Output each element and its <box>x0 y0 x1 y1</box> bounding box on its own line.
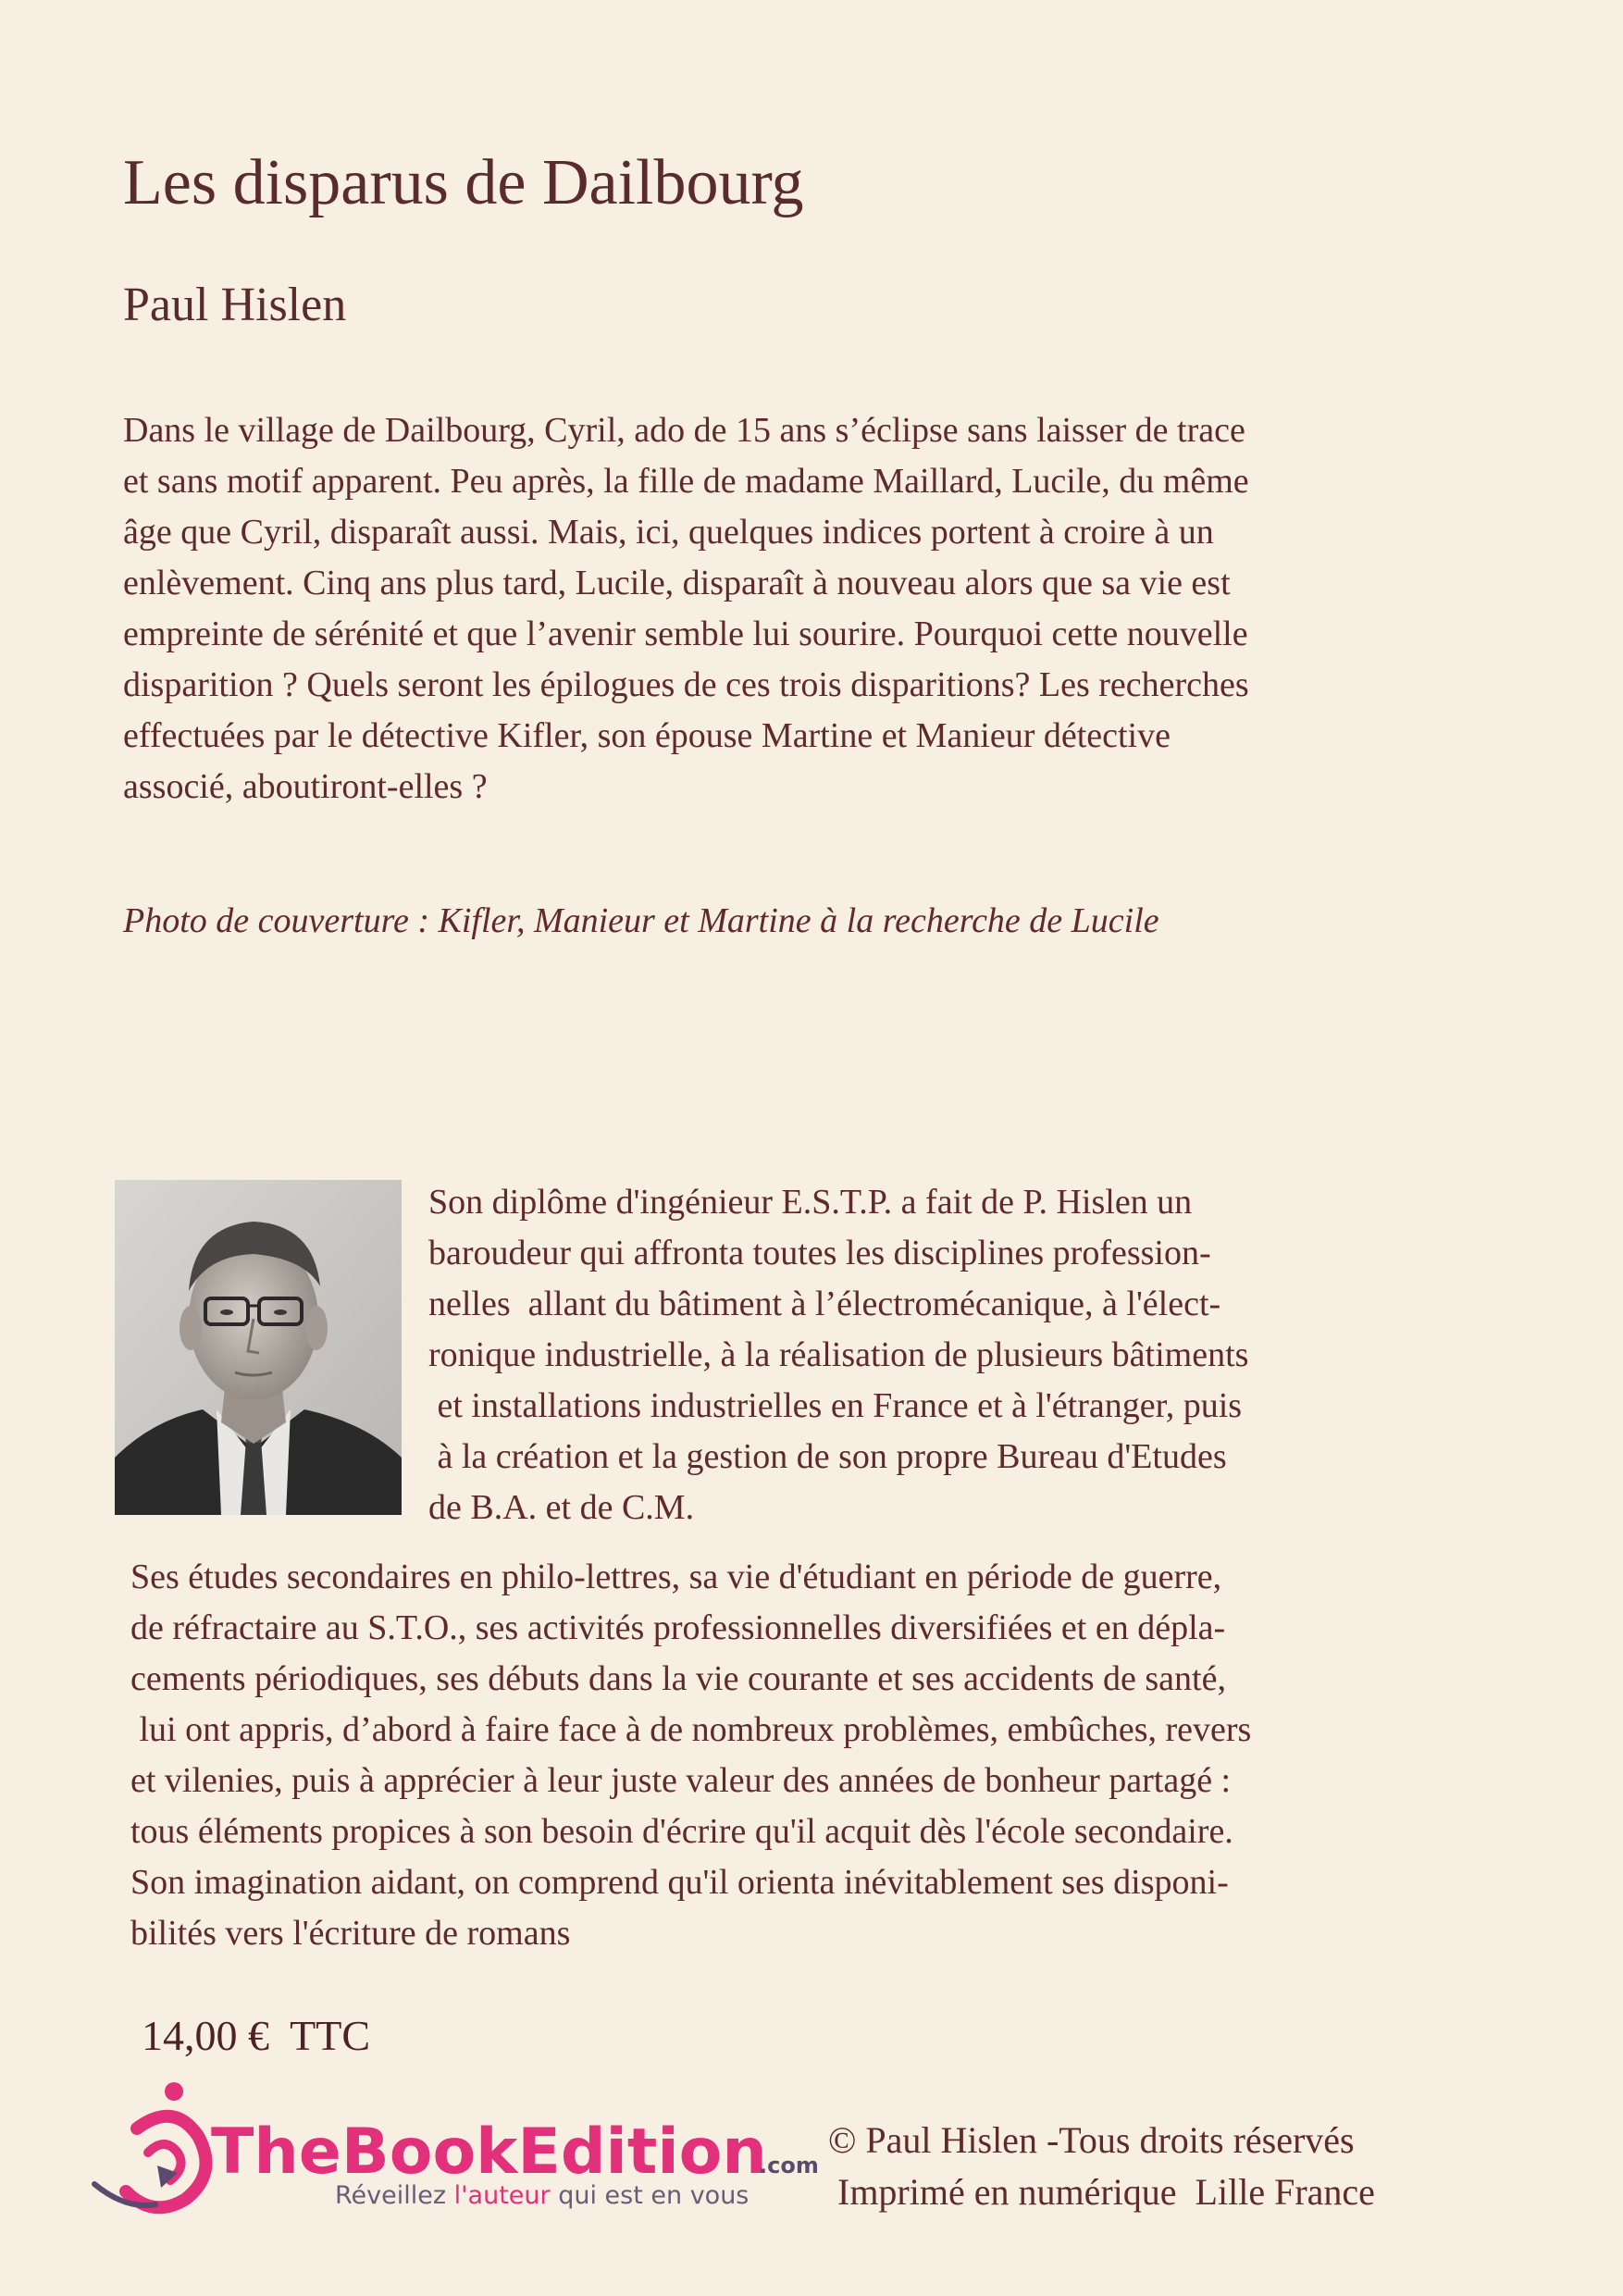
bio-line: et vilenies, puis à apprécier à leur juste valeur des années de bonheur partagé : <box>130 1761 1232 1800</box>
bio-line: lui ont appris, d’abord à faire face à de nombreux problèmes, embûches, revers <box>130 1710 1252 1749</box>
cover-photo-caption: Photo de couverture : Kifler, Manieur et Martine à la recherche de Lucile <box>123 901 1159 940</box>
copyright-notice <box>828 2115 1375 2218</box>
price-label: 14,00 € TTC <box>142 2012 371 2059</box>
bio-line: baroudeur qui affronta toutes les disciplines profession- <box>428 1234 1211 1272</box>
synopsis-line: disparition ? Quels seront les épilogues de ces trois disparitions? Les recherches <box>123 665 1249 704</box>
synopsis-line: associé, aboutiront-elles ? <box>123 767 488 806</box>
author-photo <box>115 1180 402 1515</box>
bio-line: tous éléments propices à son besoin d'écrire qu'il acquit dès l'école secondaire. <box>130 1812 1233 1851</box>
bio-line: bilités vers l'écriture de romans <box>130 1914 571 1953</box>
bio-line: à la création et la gestion de son propre Bureau d'Etudes <box>428 1437 1227 1476</box>
logo-suffix: .com <box>759 2153 819 2178</box>
synopsis-line: âge que Cyril, disparaît aussi. Mais, ici, quelques indices portent à croire à un <box>123 513 1214 552</box>
copyright-line: © Paul Hislen -Tous droits réservés <box>828 2119 1355 2161</box>
bio-line: Ses études secondaires en philo-lettres, sa vie d'étudiant en période de guerre, <box>130 1558 1222 1596</box>
synopsis-line: empreinte de sérénité et que l’avenir semble lui sourire. Pourquoi cette nouvelle <box>123 614 1248 653</box>
printing-line: Imprimé en numérique Lille France <box>828 2171 1375 2213</box>
bio-line: Son diplôme d'ingénieur E.S.T.P. a fait de P. Hislen un <box>428 1183 1193 1222</box>
bio-line: cements périodiques, ses débuts dans la vie courante et ses accidents de santé, <box>130 1659 1226 1698</box>
synopsis-line: et sans motif apparent. Peu après, la fille de madame Maillard, Lucile, du même <box>123 462 1249 501</box>
logo-wordmark: TheBookEdition <box>211 2116 767 2189</box>
logo-dot-icon <box>165 2082 183 2101</box>
author-name: Paul Hislen <box>123 279 347 331</box>
publisher-logo <box>89 2080 829 2219</box>
logo-swirl-icon <box>126 2116 205 2208</box>
publisher-logo-mark <box>89 2080 829 2219</box>
synopsis-line: effectuées par le détective Kifler, son épouse Martine et Manieur détective <box>123 716 1171 755</box>
bio-line: de réfractaire au S.T.O., ses activités professionnelles diversifiées et en dépla- <box>130 1608 1226 1647</box>
synopsis-line: enlèvement. Cinq ans plus tard, Lucile, disparaît à nouveau alors que sa vie est <box>123 564 1231 602</box>
logo-tagline: Réveillez l'auteur qui est en vous <box>335 2181 750 2210</box>
book-title: Les disparus de Dailbourg <box>123 147 804 218</box>
author-portrait-image <box>115 1180 402 1515</box>
bio-line: nelles allant du bâtiment à l’électromécanique, à l'élect- <box>428 1285 1221 1323</box>
bio-line: ronique industrielle, à la réalisation de plusieurs bâtiments <box>428 1335 1249 1374</box>
bio-line: Son imagination aidant, on comprend qu'il orienta inévitablement ses disponi- <box>130 1863 1229 1902</box>
bio-line: et installations industrielles en France et à l'étranger, puis <box>428 1386 1243 1425</box>
synopsis-line: Dans le village de Dailbourg, Cyril, ado de 15 ans s’éclipse sans laisser de trace <box>123 411 1245 450</box>
bio-line: de B.A. et de C.M. <box>428 1488 695 1527</box>
